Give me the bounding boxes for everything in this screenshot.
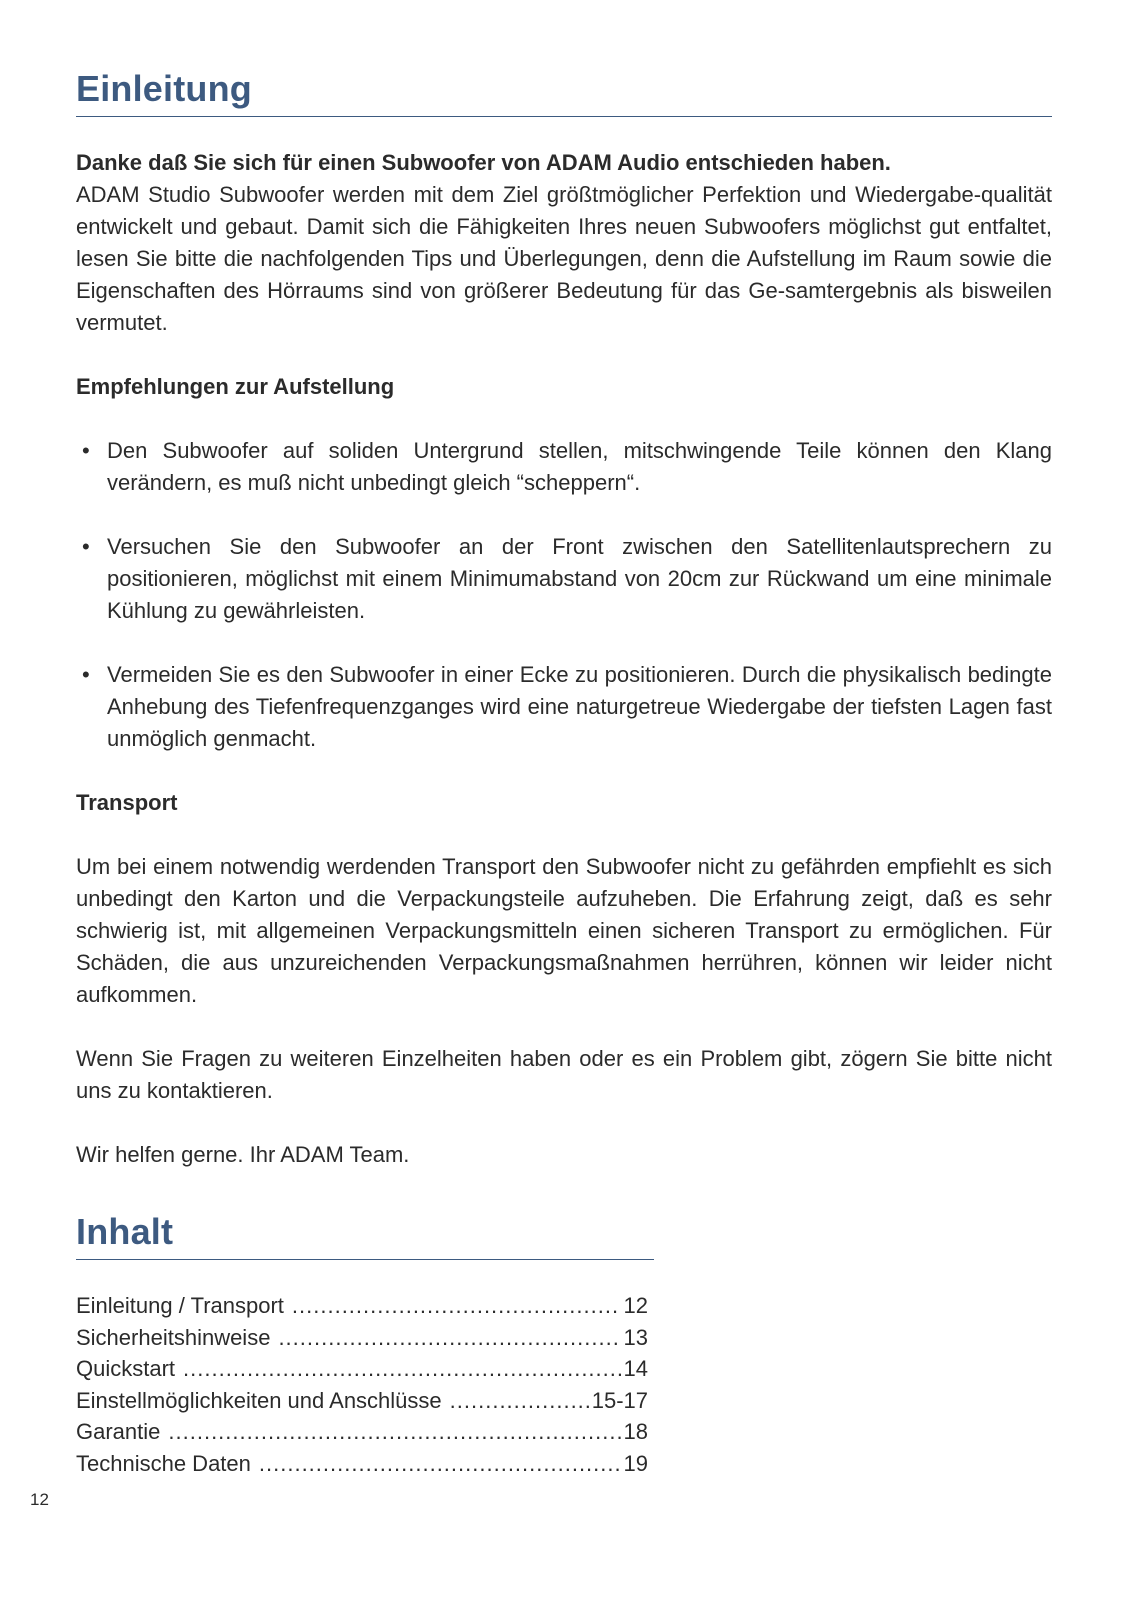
inhalt-title: Inhalt — [76, 1207, 654, 1260]
toc-entry-label: Sicherheitshinweise — [76, 1324, 271, 1350]
einleitung-lead: Danke daß Sie sich für einen Subwoofer von ADAM Audio entschieden haben. — [76, 150, 891, 175]
toc-leader-dots — [259, 1448, 621, 1480]
list-item-text: Den Subwoofer auf soliden Untergrund stellen, mitschwingende Teile können den Klang verändern, es muß nicht unbedingt gleich “scheppern“. — [107, 438, 1052, 495]
contact-paragraph: Wenn Sie Fragen zu weiteren Einzelheiten haben oder es ein Problem gibt, zögern Sie bitte nicht uns zu kontaktieren. — [76, 1046, 1052, 1103]
toc-entry-page: 12 — [623, 1293, 648, 1318]
toc-entry-label: Einleitung / Transport — [76, 1293, 284, 1318]
toc-entry[interactable] — [76, 1385, 648, 1417]
transport-paragraph: Um bei einem notwendig werdenden Transport den Subwoofer nicht zu gefährden empfiehlt es sich unbedingt den Karton und die Verpackungsteile aufzuheben. Die Erfahrung zeigt, daß es sehr schwierig ist, mit allgemeinen Verpackungsmitteln einen sicheren Transport zu ermöglichen. Für Schäden, die aus unzureichenden Verpackungsmaßnahmen herrühren, können wir leider nicht aufkommen. — [76, 854, 1052, 1007]
toc-entry-page: 18 — [623, 1419, 648, 1444]
toc-entry-label: Einstellmöglichkeiten und Anschlüsse — [76, 1387, 442, 1413]
bullet-icon: • — [82, 534, 90, 559]
aufstellung-list — [76, 435, 1052, 755]
einleitung-intro — [76, 147, 1052, 339]
toc-entry[interactable] — [76, 1416, 648, 1448]
toc-leader-dots — [292, 1290, 621, 1322]
page-number: 12 — [30, 1490, 49, 1509]
toc-entry-page: 15-17 — [591, 1387, 648, 1413]
list-item — [76, 531, 1052, 627]
toc-entry-label: Garantie — [76, 1419, 161, 1444]
transport-heading: Transport — [76, 790, 178, 815]
list-item — [76, 435, 1052, 499]
toc-leader-dots — [450, 1385, 589, 1417]
list-item-text: Versuchen Sie den Subwoofer an der Front zwischen den Satellitenlautsprechern zu positionieren, möglichst mit einem Minimumabstand von 20cm zur Rückwand um eine minimale Kühlung zu gewährleisten. — [107, 534, 1052, 623]
toc-entry[interactable] — [76, 1353, 648, 1385]
toc-leader-dots — [278, 1322, 620, 1354]
signoff-paragraph: Wir helfen gerne. Ihr ADAM Team. — [76, 1142, 410, 1167]
toc-entry[interactable] — [76, 1322, 648, 1354]
table-of-contents — [76, 1290, 648, 1479]
einleitung-title: Einleitung — [76, 64, 1052, 117]
page-content — [76, 64, 1052, 1479]
toc-entry-page: 19 — [623, 1450, 648, 1476]
bullet-icon: • — [82, 662, 90, 687]
toc-leader-dots — [183, 1353, 620, 1385]
toc-entry-label: Technische Daten — [76, 1450, 251, 1476]
toc-entry[interactable] — [76, 1290, 648, 1322]
toc-leader-dots — [168, 1416, 620, 1448]
bullet-icon: • — [82, 438, 90, 463]
toc-entry-page: 14 — [623, 1356, 648, 1381]
aufstellung-heading: Empfehlungen zur Aufstellung — [76, 374, 395, 399]
list-item-text: Vermeiden Sie es den Subwoofer in einer Ecke zu positionieren. Durch die physikalisch bedingte Anhebung des Tiefenfrequenzganges wird eine naturgetreue Wiedergabe der tiefsten Lagen fast unmöglich genmacht. — [107, 662, 1052, 751]
toc-entry[interactable] — [76, 1448, 648, 1480]
toc-entry-page: 13 — [623, 1324, 648, 1350]
einleitung-body: ADAM Studio Subwoofer werden mit dem Ziel größtmöglicher Perfektion und Wiedergabe-qualität entwickelt und gebaut. Damit sich die Fähigkeiten Ihres neuen Subwoofers möglichst gut entfaltet, lesen Sie bitte die nachfolgenden Tips und Überlegungen, denn die Aufstellung im Raum sowie die Eigenschaften des Hörraums sind von größerer Bedeutung für das Ge-samtergebnis als bisweilen vermutet. — [76, 182, 1052, 335]
toc-entry-label: Quickstart — [76, 1356, 176, 1381]
list-item — [76, 659, 1052, 755]
